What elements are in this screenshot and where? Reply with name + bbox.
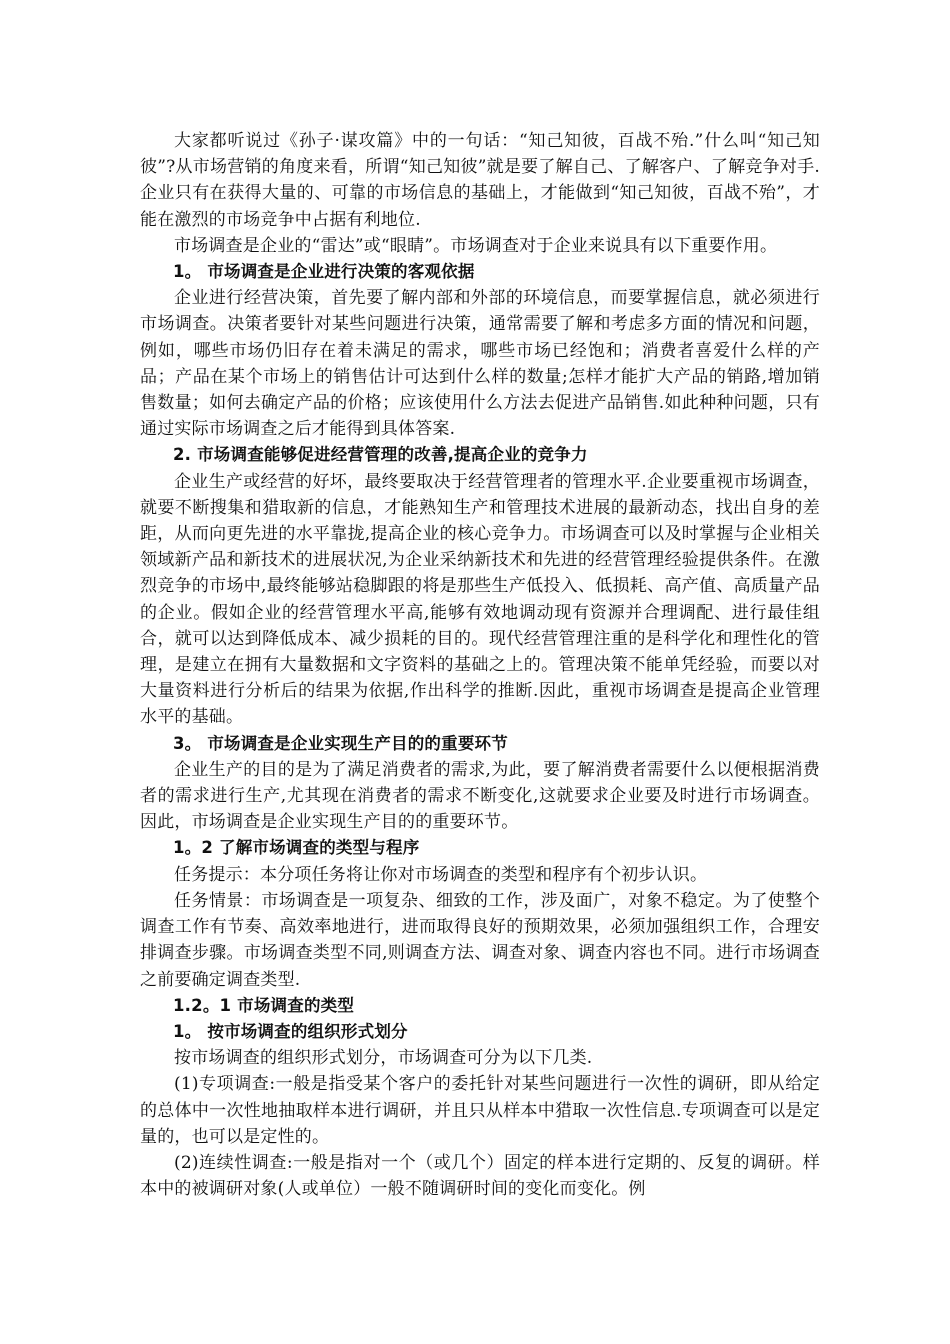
decision-paragraph: 企业进行经营决策，首先要了解内部和外部的环境信息，而要掌握信息，就必须进行市场调查。决策者要针对某些问题进行决策，通常需要了解和考虑多方面的情况和问题，例如，哪些市场仍旧存在着未满足的需求，哪些市场已经饱和；消费者喜爱什么样的产品；产品在某个市场上的销售估计可达到什么样的数量;怎样才能扩大产品的销路,增加销售数量；如何去确定产品的价格；应该使用什么方法去促进产品销售.如此种种问题，只有通过实际市场调查之后才能得到具体答案. [140, 288, 820, 440]
continuous-survey-paragraph: (2)连续性调查:一般是指对一个（或几个）固定的样本进行定期的、反复的调研。样本中的被调研对象(人或单位）一般不随调研时间的变化而变化。例 [140, 1152, 820, 1200]
radar-paragraph: 市场调查是企业的“雷达”或“眼睛”。市场调查对于企业来说具有以下重要作用。 [174, 235, 778, 256]
management-paragraph: 企业生产或经营的好坏，最终要取决于经营管理者的管理水平.企业要重视市场调查，就要不断搜集和猎取新的信息，才能熟知生产和管理技术进展的最新动态，找出自身的差距，从而向更先进的水平靠拢,提高企业的核心竞争力。市场调查可以及时掌握与企业相关领域新产品和新技术的进展状况,为企业采纳新技术和先进的经营管理经验提供条件。在激烈竞争的市场中,最终能够站稳脚跟的将是那些生产低投入、低损耗、高产值、高质量产品的企业。假如企业的经营管理水平高,能够有效地调动现有资源并合理调配、进行最佳组合，就可以达到降低成本、减少损耗的目的。现代经营管理注重的是科学化和理性化的管理，是建立在拥有大量数据和文字资料的基础之上的。管理决策不能单凭经验，而要以对大量资料进行分析后的结果为依据,作出科学的推断.因此，重视市场调查是提高企业管理水平的基础。 [140, 471, 820, 728]
document-page [140, 128, 820, 1202]
subsection-heading-types: 1.2。1 市场调查的类型 [173, 995, 355, 1015]
intro-paragraph: 大家都听说过《孙子·谋攻篇》中的一句话：“知己知彼，百战不殆.”什么叫“知己知彼”?从市场营销的角度来看，所谓“知己知彼”就是要了解自己、了解客户、了解竞争对手.企业只有在获得大量的、可靠的市场信息的基础上，才能做到“知己知彼，百战不殆”，才能在激烈的市场竞争中占据有利地位. [140, 131, 820, 230]
task-scenario-paragraph: 任务情景：市场调查是一项复杂、细致的工作，涉及面广，对象不稳定。为了使整个调查工作有节奏、高效率地进行，进而取得良好的预期效果，必须加强组织工作，合理安排调查步骤。市场调查类型不同,则调查方法、调查对象、调查内容也不同。进行市场调查之前要确定调查类型. [140, 890, 820, 990]
subsection-heading-organization: 1。 按市场调查的组织形式划分 [173, 1021, 408, 1041]
task-hint-paragraph: 任务提示：本分项任务将让你对市场调查的类型和程序有个初步认识。 [174, 864, 708, 885]
section-heading-production-goal: 3。 市场调查是企业实现生产目的的重要环节 [173, 733, 508, 753]
section-heading-types-and-procedure: 1。2 了解市场调查的类型与程序 [173, 838, 420, 858]
section-heading-management: 2. 市场调查能够促进经营管理的改善,提高企业的竞争力 [173, 445, 588, 465]
special-survey-paragraph: (1)专项调查:一般是指受某个客户的委托针对某些问题进行一次性的调研，即从给定的总体中一次性地抽取样本进行调研，并且只从样本中猎取一次性信息.专项调查可以是定量的，也可以是定性的。 [140, 1074, 820, 1147]
organization-intro-paragraph: 按市场调查的组织形式划分，市场调查可分为以下几类. [174, 1048, 593, 1069]
section-heading-decision-basis: 1。 市场调查是企业进行决策的客观依据 [173, 262, 475, 282]
production-paragraph: 企业生产的目的是为了满足消费者的需求,为此，要了解消费者需要什么以便根据消费者的需求进行生产,尤其现在消费者的需求不断变化,这就要求企业要及时进行市场调查。因此，市场调查是企业实现生产目的的重要环节。 [140, 759, 820, 833]
